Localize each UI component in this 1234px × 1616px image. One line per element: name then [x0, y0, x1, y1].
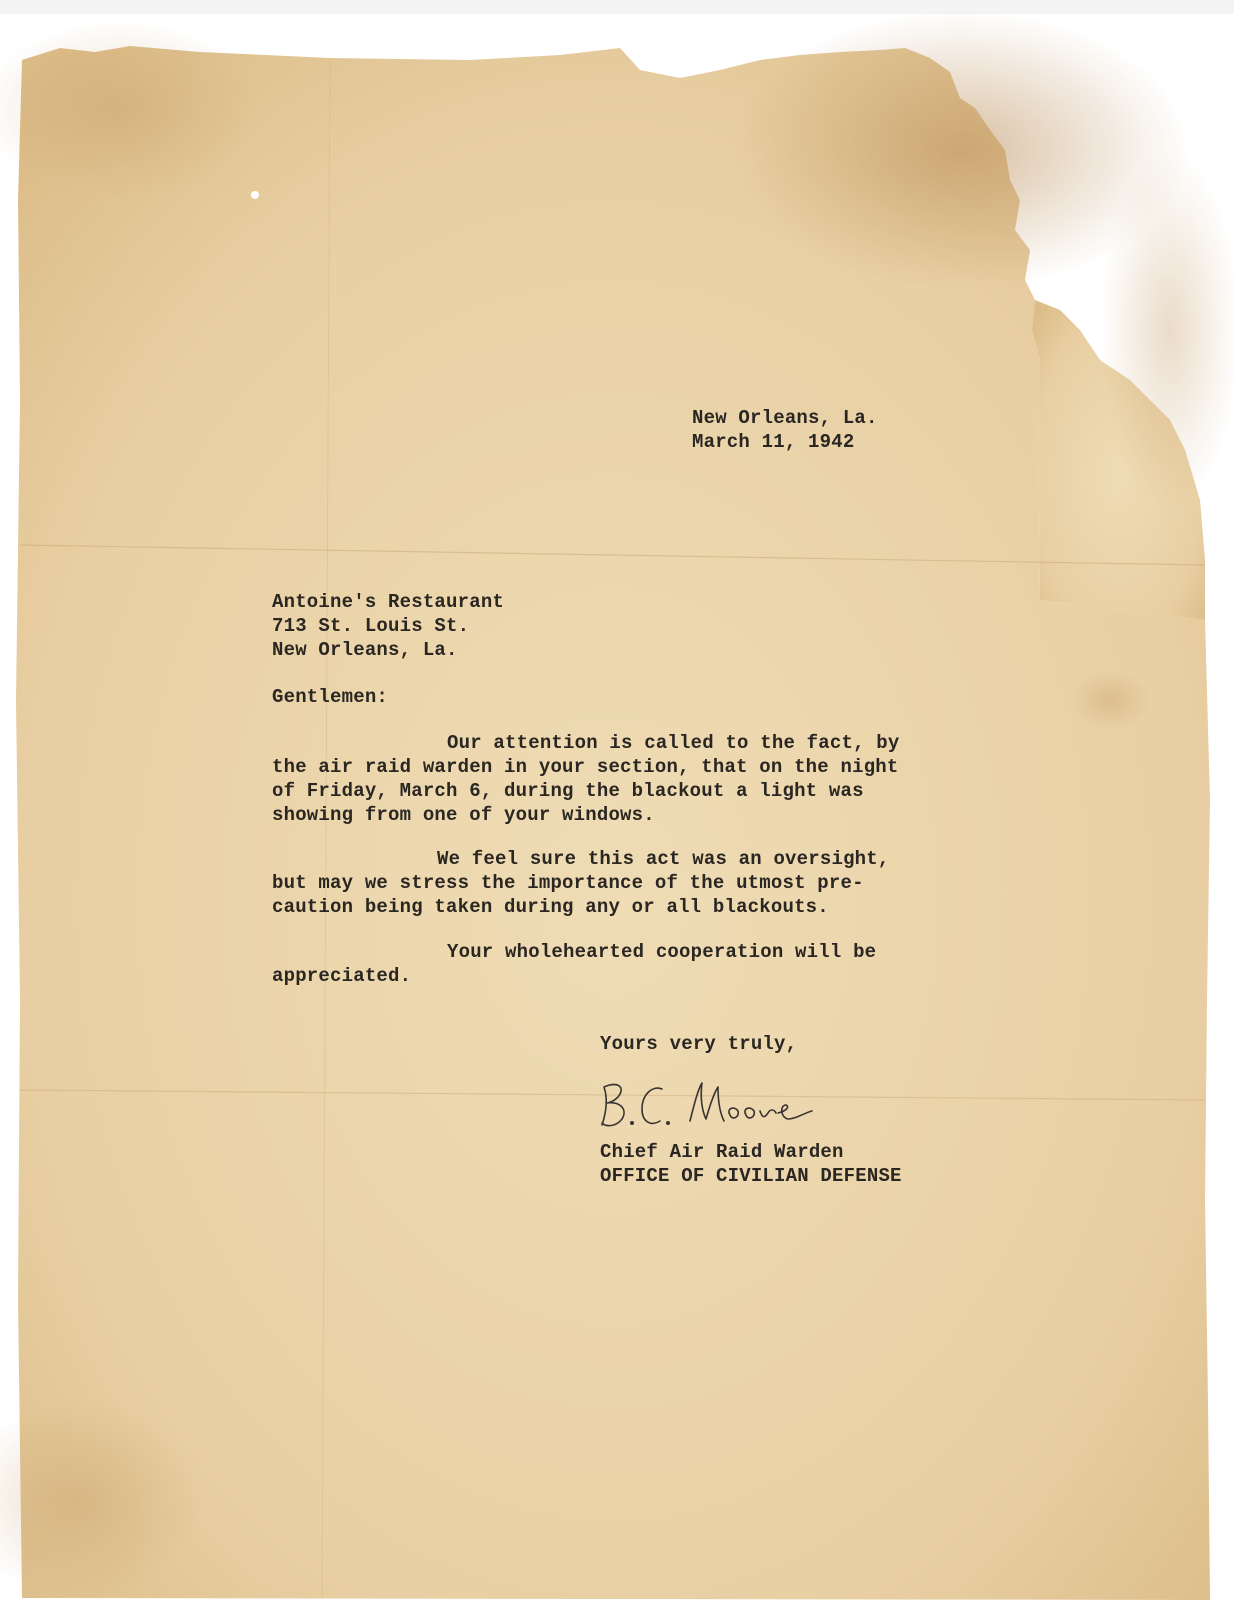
paragraph-line: caution being taken during any or all blackouts.	[272, 896, 829, 918]
paragraph-line: showing from one of your windows.	[272, 804, 655, 826]
paragraph-line: We feel sure this act was an oversight,	[437, 848, 890, 870]
paragraph-line: Your wholehearted cooperation will be	[447, 941, 877, 963]
recipient-street: 713 St. Louis St.	[272, 615, 470, 637]
letter-date: March 11, 1942	[692, 431, 855, 453]
signature-text	[600, 1098, 608, 1099]
signer-title: Chief Air Raid Warden	[600, 1141, 844, 1163]
letter-place: New Orleans, La.	[692, 407, 878, 429]
handwritten-signature	[590, 1075, 830, 1135]
paragraph-line: Our attention is called to the fact, by	[447, 732, 900, 754]
closing: Yours very truly,	[600, 1033, 798, 1055]
paragraph-line: of Friday, March 6, during the blackout a light was	[272, 780, 864, 802]
signer-office: OFFICE OF CIVILIAN DEFENSE	[600, 1165, 902, 1187]
salutation: Gentlemen:	[272, 686, 389, 708]
paragraph-line: but may we stress the importance of the utmost pre-	[272, 872, 864, 894]
paragraph-line: the air raid warden in your section, that on the night	[272, 756, 899, 778]
paragraph-line: appreciated.	[272, 965, 412, 987]
recipient-city: New Orleans, La.	[272, 639, 458, 661]
recipient-name: Antoine's Restaurant	[272, 591, 505, 613]
